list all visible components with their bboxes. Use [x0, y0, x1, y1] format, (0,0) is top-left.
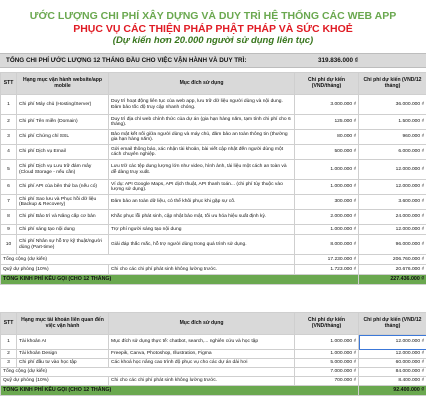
cell-yearly-selected[interactable]: 12.000.000 ₫ [359, 335, 426, 350]
cell-monthly[interactable]: 5.000.000 ₫ [295, 359, 359, 368]
cell-item[interactable]: Chi phí sáng tạo nội dung [17, 225, 109, 235]
cell-item[interactable]: Chi phí Bảo trì và Nâng cấp cơ bản [17, 210, 109, 225]
cell-monthly[interactable]: 1.000.000 ₫ [295, 160, 359, 180]
cell-yearly[interactable]: 3.600.000 ₫ [359, 195, 426, 210]
total-cost-bar [0, 53, 426, 68]
subtotal-row [1, 255, 426, 265]
cell-stt[interactable]: 4 [1, 145, 17, 160]
cell-stt[interactable]: 10 [1, 235, 17, 255]
table-row [1, 195, 426, 210]
reserve-yearly[interactable]: 8.400.000 ₫ [359, 377, 426, 386]
cell-item[interactable]: Chi phí API của bên thứ ba (nếu có) [17, 180, 109, 195]
cell-item[interactable]: Chi phí Máy chủ (Hosting/Server) [17, 95, 109, 115]
subtotal-label[interactable]: Tổng cộng (dự kiến) [1, 368, 295, 377]
table-row [1, 130, 426, 145]
title-line-2: PHỤC VỤ CÁC THIỆN PHÁP PHẬT PHÁP VÀ SỨC KHOẺ [73, 23, 353, 35]
cell-yearly[interactable]: 6.000.000 ₫ [359, 145, 426, 160]
cell-monthly[interactable]: 300.000 ₫ [295, 195, 359, 210]
header-yearly[interactable]: Chi phí dự kiến (VND/12 tháng) [359, 313, 426, 335]
cell-item[interactable]: Chi phí Tên miền (Domain) [17, 115, 109, 130]
cell-purpose[interactable]: Gửi email thông báo, xác nhận tài khoản, bài viết cập nhật đến người dùng một cách chuyên nghiệp. [109, 145, 295, 160]
cell-purpose[interactable]: Các khoá học nâng cao trình độ phục vụ cho các dự án dài hơi [109, 359, 295, 368]
total-cost-label: TỔNG CHI PHÍ ƯỚC LƯỢNG 12 THÁNG ĐẦU CHO VIỆC VẬN HÀNH VÀ DUY TRÌ: [6, 57, 247, 64]
reserve-row [1, 377, 426, 386]
reserve-purpose[interactable]: Chi cho các chi phí phát sinh không lường trước. [109, 265, 295, 275]
cell-item[interactable]: Tài khoản Design [17, 350, 109, 359]
cell-purpose[interactable]: Bảo mật kết nối giữa người dùng và máy chủ, đảm bảo an toàn thông tin (thường gia hạn hàng năm). [109, 130, 295, 145]
cell-stt[interactable]: 3 [1, 130, 17, 145]
reserve-purpose[interactable]: Chi cho các chi phí phát sinh không lường trước. [109, 377, 295, 386]
subtotal-yearly[interactable]: 84.000.000 ₫ [359, 368, 426, 377]
cell-yearly[interactable]: 960.000 ₫ [359, 130, 426, 145]
header-stt[interactable]: STT [1, 313, 17, 335]
cell-monthly[interactable]: 1.000.000 ₫ [295, 335, 359, 350]
header-purpose[interactable]: Mục đích sử dụng [109, 313, 295, 335]
cell-monthly[interactable]: 3.000.000 ₫ [295, 95, 359, 115]
cell-stt[interactable]: 6 [1, 180, 17, 195]
cell-monthly[interactable]: 8.000.000 ₫ [295, 235, 359, 255]
cell-purpose[interactable]: Mục đích sử dụng thực tế: chatbot, search,... nghiên cứu và học tập [109, 335, 295, 350]
cell-monthly[interactable]: 1.000.000 ₫ [295, 225, 359, 235]
reserve-yearly[interactable]: 20.676.000 ₫ [359, 265, 426, 275]
cell-stt[interactable]: 2 [1, 350, 17, 359]
table-row [1, 115, 426, 130]
cell-purpose[interactable]: Giải đáp thắc mắc, hỗ trợ người dùng trong quá trình sử dụng. [109, 235, 295, 255]
cell-purpose[interactable]: Trợ phí người sáng tạo nội dung [109, 225, 295, 235]
reserve-label[interactable]: Quỹ dự phòng (10%) [1, 377, 109, 386]
table-header-row [1, 73, 426, 95]
cell-monthly[interactable]: 1.000.000 ₫ [295, 350, 359, 359]
cell-yearly[interactable]: 96.000.000 ₫ [359, 235, 426, 255]
cell-stt[interactable]: 1 [1, 95, 17, 115]
cell-purpose[interactable]: Freepik, Canva, Photoshop, Illustration, Figma [109, 350, 295, 359]
accounts-cost-table [0, 312, 426, 396]
reserve-monthly[interactable]: 1.723.000 ₫ [295, 265, 359, 275]
cell-item[interactable]: Chi phí đầu tư vào học tập [17, 359, 109, 368]
cell-yearly[interactable]: 24.000.000 ₫ [359, 210, 426, 225]
reserve-row [1, 265, 426, 275]
cell-purpose[interactable]: Ví dụ: API Google Maps, API dịch thuật, API thanh toán... (chi phí tùy thuộc vào lượng sử dụng). [109, 180, 295, 195]
reserve-monthly[interactable]: 700.000 ₫ [295, 377, 359, 386]
cell-stt[interactable]: 9 [1, 225, 17, 235]
cell-stt[interactable]: 7 [1, 195, 17, 210]
cell-yearly[interactable]: 60.000.000 ₫ [359, 359, 426, 368]
cell-yearly[interactable]: 36.000.000 ₫ [359, 95, 426, 115]
cell-purpose[interactable]: Duy trì địa chỉ web chính thức của dự án (gia hạn hàng năm, tạm tính chi phí cho 6 tháng). [109, 115, 295, 130]
header-item[interactable]: Hạng mục vận hành website/app mobile [17, 73, 109, 95]
header-purpose[interactable]: Mục đích sử dụng [109, 73, 295, 95]
cell-stt[interactable]: 1 [1, 335, 17, 350]
cell-purpose[interactable]: Khắc phục lỗi phát sinh, cập nhật bảo mật, tối ưu hóa hiệu suất định kỳ. [109, 210, 295, 225]
cell-stt[interactable]: 3 [1, 359, 17, 368]
cell-item[interactable]: Chi phí Nhân sự hỗ trợ kỹ thuật/người dùng (Part-time) [17, 235, 109, 255]
grand-total-value[interactable]: 92.400.000 ₫ [359, 386, 426, 396]
cell-item[interactable]: Chi phí Dịch vụ Lưu trữ đám mây (Cloud Storage - nếu cần) [17, 160, 109, 180]
cell-purpose[interactable]: Lưu trữ các tệp dung lượng lớn như video, hình ảnh, tài liệu một cách an toàn và dễ dàng truy xuất. [109, 160, 295, 180]
cell-item[interactable]: Tài khoản AI [17, 335, 109, 350]
grand-total-label[interactable]: TỔNG KINH PHÍ KÊU GỌI (CHO 12 THÁNG) [1, 386, 359, 396]
table-row [1, 350, 426, 359]
cell-monthly[interactable]: 125.000 ₫ [295, 115, 359, 130]
header-monthly[interactable]: Chi phí dự kiến (VND/tháng) [295, 313, 359, 335]
cell-item[interactable]: Chi phí Sao lưu và Phục hồi dữ liệu (Backup & Recovery) [17, 195, 109, 210]
header-yearly[interactable]: Chi phí dự kiến (VND/12 tháng) [359, 73, 426, 95]
total-cost-value[interactable]: 319.836.000 ₫ [318, 57, 358, 64]
cell-monthly[interactable]: 500.000 ₫ [295, 145, 359, 160]
table-row [1, 145, 426, 160]
cell-item[interactable]: Chi phí Chứng chỉ SSL [17, 130, 109, 145]
table-row [1, 335, 426, 350]
grand-total-label[interactable]: TỔNG KINH PHÍ KÊU GỌI (CHO 12 THÁNG) [1, 275, 359, 285]
title-line-1: ƯỚC LƯỢNG CHI PHÍ XÂY DỰNG VÀ DUY TRÌ HỆ THỐNG CÁC WEB APP [29, 10, 397, 22]
header-item[interactable]: Hạng mục tài khoản liên quan đến việc vận hành [17, 313, 109, 335]
table-row [1, 235, 426, 255]
cell-purpose[interactable]: Duy trì hoạt động liên tục của web app, lưu trữ dữ liệu người dùng và nội dung. Đảm bảo tốc độ truy cập nhanh chóng. [109, 95, 295, 115]
table-row [1, 180, 426, 195]
grand-total-row [1, 386, 426, 396]
subtotal-row [1, 368, 426, 377]
cell-yearly[interactable]: 12.000.000 ₫ [359, 180, 426, 195]
header-stt[interactable]: STT [1, 73, 17, 95]
grand-total-row [1, 275, 426, 285]
cell-yearly[interactable]: 12.000.000 ₫ [359, 160, 426, 180]
operations-cost-table [0, 72, 426, 285]
cell-purpose[interactable]: Đảm bảo an toàn dữ liệu, có thể khôi phục khi gặp sự cố. [109, 195, 295, 210]
table-header-row [1, 313, 426, 335]
subtotal-monthly[interactable]: 17.230.000 ₫ [295, 255, 359, 265]
subtotal-yearly[interactable]: 206.760.000 ₫ [359, 255, 426, 265]
cell-yearly[interactable]: 12.000.000 ₫ [359, 225, 426, 235]
table-row [1, 160, 426, 180]
subtotal-monthly[interactable]: 7.000.000 ₫ [295, 368, 359, 377]
grand-total-value[interactable]: 227.436.000 ₫ [359, 275, 426, 285]
cell-monthly[interactable]: 1.000.000 ₫ [295, 180, 359, 195]
table-row [1, 225, 426, 235]
cell-stt[interactable]: 2 [1, 115, 17, 130]
cell-stt[interactable]: 5 [1, 160, 17, 180]
subtotal-label[interactable]: Tổng cộng (dự kiến) [1, 255, 295, 265]
cell-yearly[interactable]: 1.500.000 ₫ [359, 115, 426, 130]
header-monthly[interactable]: Chi phí dự kiến (VND/tháng) [295, 73, 359, 95]
cell-monthly[interactable]: 2.000.000 ₫ [295, 210, 359, 225]
table-row [1, 210, 426, 225]
cell-stt[interactable]: 8 [1, 210, 17, 225]
cell-yearly[interactable]: 12.000.000 ₫ [359, 350, 426, 359]
cell-monthly[interactable]: 80.000 ₫ [295, 130, 359, 145]
table-row [1, 95, 426, 115]
reserve-label[interactable]: Quỹ dự phòng (10%) [1, 265, 109, 275]
table-row [1, 359, 426, 368]
title-line-3: (Dự kiến hơn 20.000 người sử dụng liên tục) [112, 35, 314, 46]
cell-item[interactable]: Chi phí Dịch vụ Email [17, 145, 109, 160]
